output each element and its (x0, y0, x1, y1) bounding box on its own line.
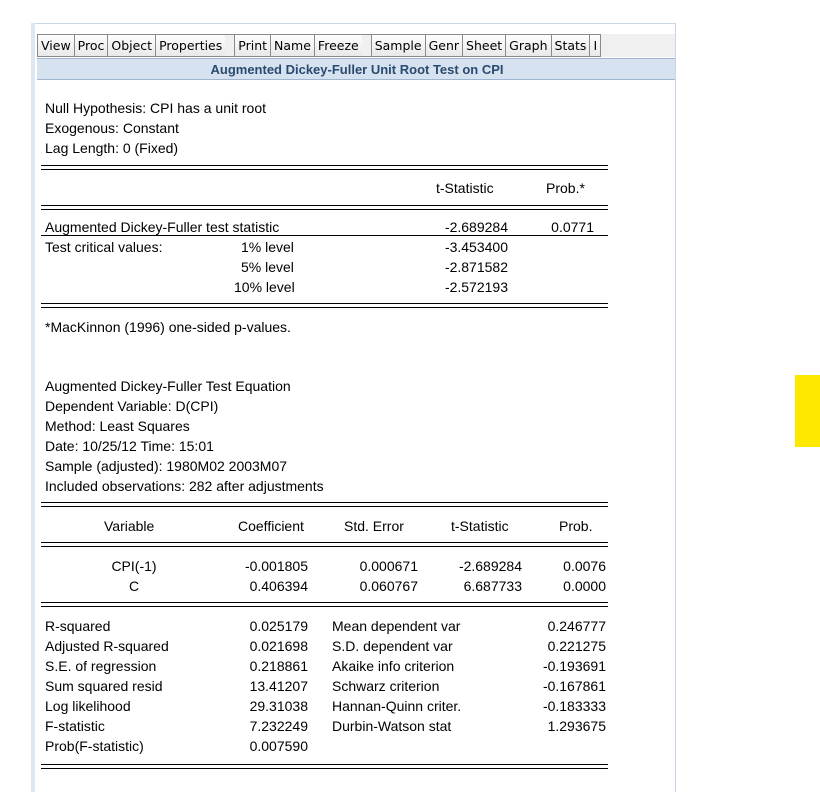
graph-button[interactable]: Graph (505, 34, 551, 57)
level-label: 5% level (241, 259, 294, 275)
date-line: Date: 10/25/12 Time: 15:01 (45, 438, 214, 454)
stat-value: 7.232249 (249, 718, 308, 734)
table-rule (41, 502, 608, 503)
stat-value: -0.167861 (542, 678, 606, 694)
adf-label: Augmented Dickey-Fuller test statistic (45, 219, 280, 235)
stat-value: 0.218861 (249, 658, 308, 674)
table-rule (41, 303, 608, 304)
level-label: 10% level (234, 279, 295, 295)
coef-header-prob: Prob. (559, 518, 593, 534)
adf-prob: 0.0771 (551, 219, 594, 235)
genr-button[interactable]: Genr (425, 34, 463, 57)
col-header-prob: Prob.* (546, 180, 585, 196)
sample-line: Sample (adjusted): 1980M02 2003M07 (45, 458, 288, 474)
level-value: -2.871582 (444, 259, 508, 275)
table-rule (41, 169, 608, 170)
level-value: -3.453400 (444, 239, 508, 255)
print-button[interactable]: Print (234, 34, 271, 57)
freeze-button[interactable]: Freeze (314, 34, 363, 57)
stat-label: Akaike info criterion (332, 658, 455, 674)
table-rule (41, 602, 608, 603)
table-rule (41, 606, 608, 607)
table-rule (41, 205, 608, 206)
view-button[interactable]: View (37, 34, 75, 57)
table-rule (41, 165, 608, 166)
object-button[interactable]: Object (107, 34, 156, 57)
table-rule (41, 768, 608, 769)
observations-line: Included observations: 282 after adjustments (45, 478, 324, 494)
window-left-border (31, 23, 35, 792)
exogenous-line: Exogenous: Constant (45, 120, 179, 136)
stat-label: Durbin-Watson stat (332, 718, 452, 734)
coef-row-tstat: -2.689284 (458, 558, 522, 574)
coef-row-stderror: 0.000671 (359, 558, 418, 574)
lag-length-line: Lag Length: 0 (Fixed) (45, 140, 179, 156)
coef-header-tstat: t-Statistic (451, 518, 509, 534)
stat-label: Prob(F-statistic) (45, 738, 144, 754)
stat-label: Hannan-Quinn criter. (332, 698, 462, 714)
equation-title: Augmented Dickey-Fuller Test Equation (45, 378, 291, 394)
stat-value: 0.007590 (249, 738, 308, 754)
stat-label: Schwarz criterion (332, 678, 440, 694)
stat-value: -0.183333 (542, 698, 606, 714)
stat-label: R-squared (45, 618, 111, 634)
stat-value: 0.246777 (547, 618, 606, 634)
col-header-tstat: t-Statistic (436, 180, 494, 196)
stats-button[interactable]: Stats (551, 34, 591, 57)
footnote: *MacKinnon (1996) one-sided p-values. (45, 319, 291, 335)
stat-label: Mean dependent var (332, 618, 461, 634)
stat-value: 0.021698 (249, 638, 308, 654)
coef-row-variable: CPI(-1) (111, 558, 157, 574)
table-rule (41, 307, 608, 308)
coef-header-variable: Variable (104, 518, 155, 534)
stat-value: 13.41207 (249, 678, 308, 694)
coef-row-stderror: 0.060767 (359, 578, 418, 594)
sheet-button[interactable]: Sheet (462, 34, 506, 57)
level-label: 1% level (241, 239, 294, 255)
ident-button[interactable]: I (589, 34, 601, 57)
table-rule (41, 209, 608, 210)
coef-row-coefficient: -0.001805 (244, 558, 308, 574)
method-line: Method: Least Squares (45, 418, 190, 434)
toolbar (37, 34, 676, 57)
stat-value: 29.31038 (249, 698, 308, 714)
stat-value: 0.025179 (249, 618, 308, 634)
stat-value: -0.193691 (542, 658, 606, 674)
null-hypothesis: Null Hypothesis: CPI has a unit root (45, 100, 266, 116)
stat-label: Log likelihood (45, 698, 131, 714)
dependent-variable: Dependent Variable: D(CPI) (45, 398, 219, 414)
adf-tstat: -2.689284 (444, 219, 508, 235)
proc-button[interactable]: Proc (74, 34, 109, 57)
sample-button[interactable]: Sample (371, 34, 426, 57)
table-rule (41, 506, 608, 507)
coef-row-coefficient: 0.406394 (249, 578, 308, 594)
side-marker (795, 375, 820, 447)
table-rule (41, 542, 608, 543)
coef-row-tstat: 6.687733 (463, 578, 522, 594)
stat-value: 1.293675 (547, 718, 606, 734)
coef-row-prob: 0.0000 (563, 578, 606, 594)
coef-row-variable: C (128, 578, 140, 594)
coef-header-coefficient: Coefficient (238, 518, 304, 534)
name-button[interactable]: Name (270, 34, 315, 57)
window-title: Augmented Dickey-Fuller Unit Root Test on CPI (37, 58, 676, 80)
stat-label: Sum squared resid (45, 678, 163, 694)
coef-row-prob: 0.0076 (563, 558, 606, 574)
stat-label: S.E. of regression (45, 658, 157, 674)
stat-label: Adjusted R-squared (45, 638, 169, 654)
output-window (31, 23, 676, 792)
critical-values-label: Test critical values: (45, 239, 163, 255)
stat-label: F-statistic (45, 718, 105, 734)
coef-header-stderror: Std. Error (344, 518, 404, 534)
level-value: -2.572193 (444, 279, 508, 295)
properties-button[interactable]: Properties (155, 34, 226, 57)
table-rule (41, 546, 608, 547)
stat-value: 0.221275 (547, 638, 606, 654)
table-rule (41, 235, 608, 236)
stat-label: S.D. dependent var (332, 638, 453, 654)
table-rule (41, 764, 608, 765)
